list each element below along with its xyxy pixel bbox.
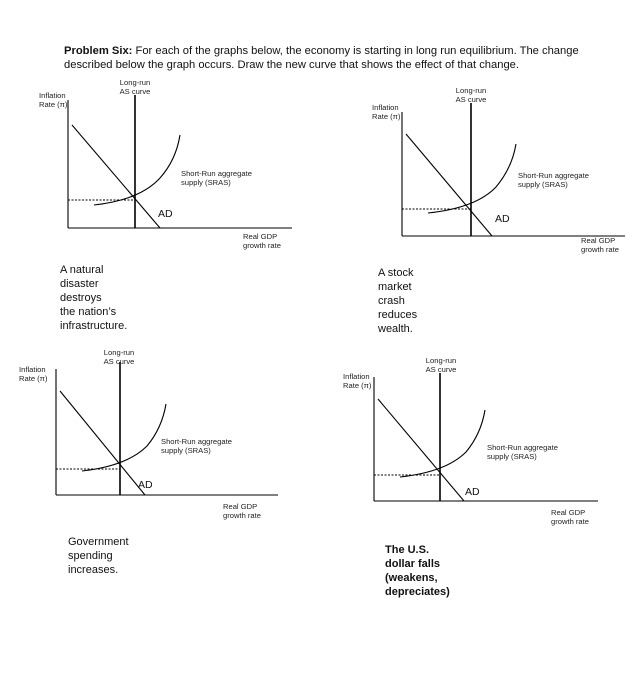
graph-3-lras-label: Long-run AS curve xyxy=(103,348,135,366)
graph-4-x-axis-label: Real GDP growth rate xyxy=(551,508,589,526)
graph-2-x-axis-label: Real GDP growth rate xyxy=(581,236,619,254)
graph-3-ad-label: AD xyxy=(138,479,153,491)
graph-3-sras-label: Short-Run aggregate supply (SRAS) xyxy=(161,437,232,455)
graph-4-caption: The U.S. dollar falls (weakens, depreciates) xyxy=(385,544,450,598)
instructions-line-1: For each of the graphs below, the economy is starting in long run equilibrium. The change xyxy=(135,45,579,57)
graph-4-sras-curve xyxy=(400,410,485,477)
graph-1-lras-label: Long-run AS curve xyxy=(119,78,151,96)
graph-2-lras-label: Long-run AS curve xyxy=(455,86,487,104)
graph-4-ad-line xyxy=(378,399,464,501)
graph-2-y-axis-label: Inflation Rate (π) xyxy=(372,103,401,121)
graph-1-y-axis-label: Inflation Rate (π) xyxy=(39,91,68,109)
graph-2-sras-label: Short-Run aggregate supply (SRAS) xyxy=(518,171,589,189)
graph-1-x-axis-label: Real GDP growth rate xyxy=(243,232,281,250)
graph-4-lras-label: Long-run AS curve xyxy=(425,356,457,374)
graph-1-caption: A natural disaster destroys the nation’s infrastructure. xyxy=(60,264,128,332)
graph-2-caption: A stock market crash reduces wealth. xyxy=(378,267,418,335)
graph-1-sras-label: Short-Run aggregate supply (SRAS) xyxy=(181,169,252,187)
graph-3-x-axis-label: Real GDP growth rate xyxy=(223,502,261,520)
graph-4-ad-label: AD xyxy=(465,486,480,498)
problem-label: Problem Six: xyxy=(64,45,133,57)
instructions-line-2: described below the graph occurs. Draw the new curve that shows the effect of that change. xyxy=(64,59,520,71)
graph-4-sras-label: Short-Run aggregate supply (SRAS) xyxy=(487,443,558,461)
graph-1-ad-label: AD xyxy=(158,208,173,220)
graph-3-caption: Government spending increases. xyxy=(68,536,129,576)
graph-2-ad-label: AD xyxy=(495,213,510,225)
graph-4-y-axis-label: Inflation Rate (π) xyxy=(343,372,372,390)
graph-3-y-axis-label: Inflation Rate (π) xyxy=(19,365,48,383)
